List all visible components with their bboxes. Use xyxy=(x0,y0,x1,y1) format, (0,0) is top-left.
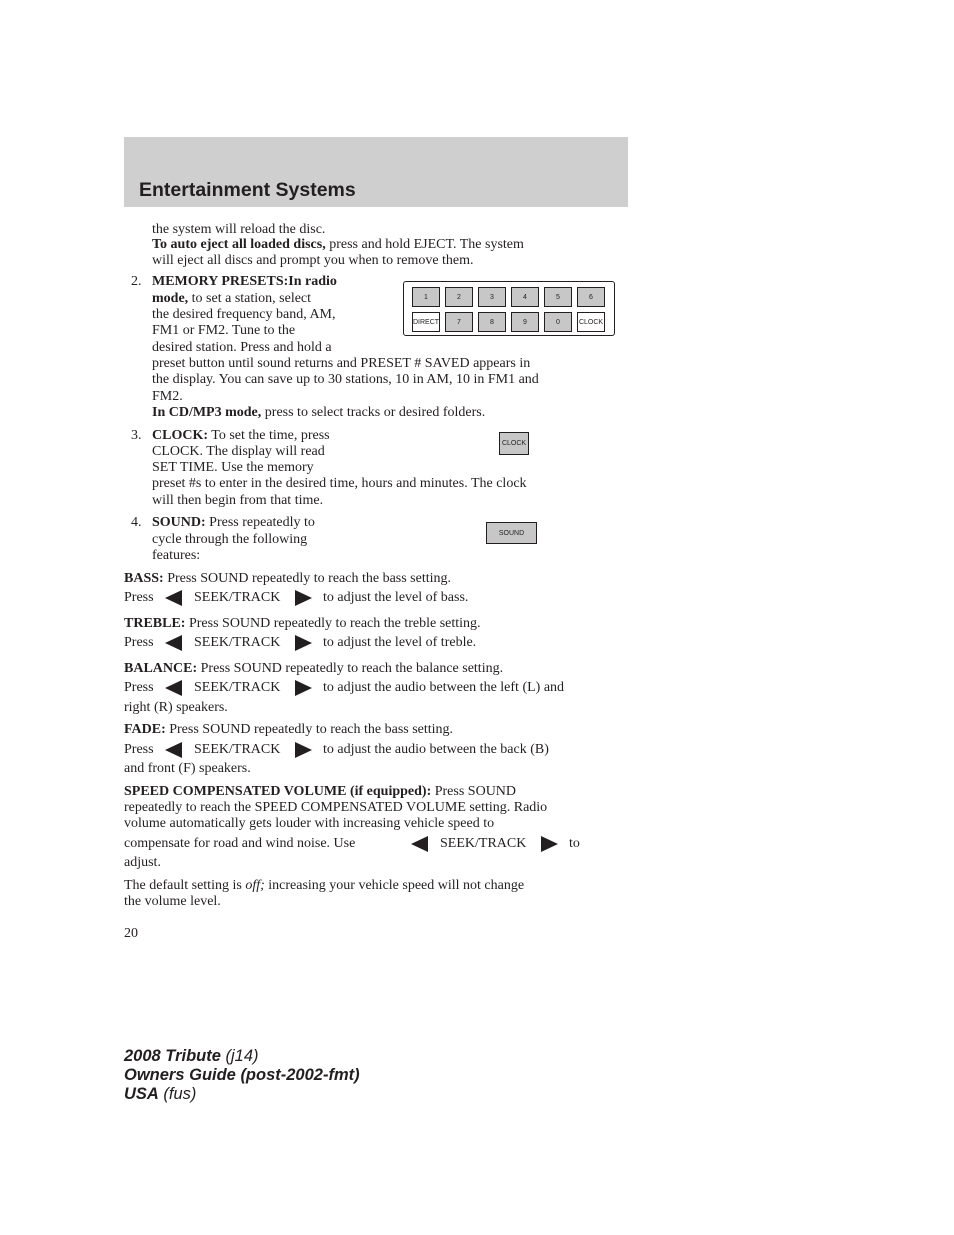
seek-left-icon xyxy=(165,635,182,651)
header-band xyxy=(124,137,628,207)
preset-2-button: 2 xyxy=(445,287,473,307)
preset-4-button: 4 xyxy=(511,287,539,307)
seek-right-icon xyxy=(295,590,312,606)
seek-track-text: SEEK/TRACK xyxy=(194,680,281,695)
page-number: 20 xyxy=(124,926,138,941)
memory-presets-line: the display. You can save up to 30 stations, 10 in AM, 10 in FM1 and xyxy=(152,372,539,387)
preset-0-button: 0 xyxy=(544,312,572,332)
page-title: Entertainment Systems xyxy=(139,179,356,201)
scv-line: volume automatically gets louder with increasing vehicle speed to xyxy=(124,816,495,831)
scv-label: SPEED COMPENSATED VOLUME (if equipped): xyxy=(124,784,432,799)
bass-label: BASS: xyxy=(124,571,164,586)
sound-line: features: xyxy=(152,548,201,563)
preset-6-button: 6 xyxy=(577,287,605,307)
scv-line xyxy=(124,784,516,800)
item-number: 4. xyxy=(131,515,142,530)
fade-text: Press SOUND repeatedly to reach the bass setting. xyxy=(165,722,454,737)
clock-line: preset #s to enter in the desired time, hours and minutes. The clock xyxy=(152,476,527,491)
seek-right-icon xyxy=(295,635,312,651)
seek-track-text: SEEK/TRACK xyxy=(194,742,281,757)
seek-track-text: SEEK/TRACK xyxy=(440,836,527,851)
memory-presets-text: to set a station, select xyxy=(188,291,312,306)
seek-left-icon xyxy=(165,680,182,696)
fade-line xyxy=(124,722,453,738)
clock-label: CLOCK: xyxy=(152,428,208,443)
memory-presets-line: the desired frequency band, AM, xyxy=(152,307,336,322)
auto-eject-text: press and hold EJECT. The system xyxy=(325,237,524,252)
memory-presets-label: MEMORY PRESETS:In radio xyxy=(152,274,337,289)
balance-adjust-text-2: right (R) speakers. xyxy=(124,700,228,715)
auto-eject-line-2: will eject all discs and prompt you when to remove them. xyxy=(152,253,474,268)
clock-button-illustration: CLOCK xyxy=(499,432,529,455)
seek-track-text: SEEK/TRACK xyxy=(194,635,281,650)
sound-line xyxy=(152,515,315,531)
treble-line xyxy=(124,616,481,632)
seek-left-icon xyxy=(411,836,428,852)
preset-3-button: 3 xyxy=(478,287,506,307)
press-text: Press xyxy=(124,590,154,605)
balance-line xyxy=(124,661,503,677)
cd-mode-line xyxy=(152,405,485,421)
balance-adjust-text: to adjust the audio between the left (L) and xyxy=(323,680,565,695)
item-number: 2. xyxy=(131,274,142,289)
fade-label: FADE: xyxy=(124,722,166,737)
clock-line xyxy=(152,428,330,444)
clock-line: CLOCK. The display will read xyxy=(152,444,325,459)
seek-right-icon xyxy=(541,836,558,852)
item-number: 3. xyxy=(131,428,142,443)
preset-5-button: 5 xyxy=(544,287,572,307)
seek-right-icon xyxy=(295,742,312,758)
balance-label: BALANCE: xyxy=(124,661,198,676)
press-text: Press xyxy=(124,635,154,650)
default-line xyxy=(124,878,524,894)
mode-label: mode, xyxy=(152,291,189,306)
intro-line: the system will reload the disc. xyxy=(152,222,326,237)
clock-text: To set the time, press xyxy=(208,428,330,443)
clock-preset-button: CLOCK xyxy=(577,312,605,332)
scv-line: repeatedly to reach the SPEED COMPENSATED VOLUME setting. Radio xyxy=(124,800,548,815)
memory-presets-line: preset button until sound returns and PRESET # SAVED appears in xyxy=(152,356,531,371)
default-line-2: the volume level. xyxy=(124,894,221,909)
sound-label: SOUND: xyxy=(152,515,206,530)
cd-mode-text: press to select tracks or desired folders. xyxy=(261,405,486,420)
preset-9-button: 9 xyxy=(511,312,539,332)
memory-presets-line: FM2. xyxy=(152,389,183,404)
memory-presets-line xyxy=(152,291,311,307)
seek-left-icon xyxy=(165,590,182,606)
seek-track-text: SEEK/TRACK xyxy=(194,590,281,605)
footer-region xyxy=(124,1085,196,1104)
preset-7-button: 7 xyxy=(445,312,473,332)
preset-8-button: 8 xyxy=(478,312,506,332)
bass-line xyxy=(124,571,451,587)
auto-eject-line xyxy=(152,237,524,253)
default-pre: The default setting is xyxy=(124,878,246,893)
seek-right-icon xyxy=(295,680,312,696)
footer-model-code: (j14) xyxy=(220,1047,259,1065)
sound-text: Press repeatedly to xyxy=(205,515,315,530)
scv-line: adjust. xyxy=(124,855,161,870)
scv-text: Press SOUND xyxy=(431,784,517,799)
cd-mode-label: In CD/MP3 mode, xyxy=(152,405,262,420)
balance-text: Press SOUND repeatedly to reach the balance setting. xyxy=(197,661,504,676)
clock-line: will then begin from that time. xyxy=(152,493,324,508)
footer-guide: Owners Guide (post-2002-fmt) xyxy=(124,1066,360,1084)
footer-model xyxy=(124,1047,259,1066)
seek-left-icon xyxy=(165,742,182,758)
treble-text: Press SOUND repeatedly to reach the treble setting. xyxy=(185,616,481,631)
fade-adjust-text-2: and front (F) speakers. xyxy=(124,761,251,776)
footer-model-name: 2008 Tribute xyxy=(124,1047,221,1065)
fade-adjust-text: to adjust the audio between the back (B) xyxy=(323,742,549,757)
memory-presets-line: FM1 or FM2. Tune to the xyxy=(152,323,296,338)
preset-panel-illustration xyxy=(403,281,615,336)
direct-button: DIRECT xyxy=(412,312,440,332)
treble-adjust-text: to adjust the level of treble. xyxy=(323,635,477,650)
scv-to-text: to xyxy=(569,836,580,851)
press-text: Press xyxy=(124,680,154,695)
default-off: off; xyxy=(245,878,265,893)
default-post: increasing your vehicle speed will not change xyxy=(264,878,525,893)
sound-line: cycle through the following xyxy=(152,532,308,547)
scv-line: compensate for road and wind noise. Use xyxy=(124,836,356,851)
footer-region-name: USA xyxy=(124,1085,159,1103)
clock-line: SET TIME. Use the memory xyxy=(152,460,314,475)
preset-1-button: 1 xyxy=(412,287,440,307)
sound-button-illustration: SOUND xyxy=(486,522,537,544)
press-text: Press xyxy=(124,742,154,757)
footer-region-code: (fus) xyxy=(158,1085,197,1103)
bass-adjust-text: to adjust the level of bass. xyxy=(323,590,469,605)
memory-presets-line: desired station. Press and hold a xyxy=(152,340,332,355)
auto-eject-label: To auto eject all loaded discs, xyxy=(152,237,326,252)
treble-label: TREBLE: xyxy=(124,616,186,631)
bass-text: Press SOUND repeatedly to reach the bass setting. xyxy=(163,571,452,586)
